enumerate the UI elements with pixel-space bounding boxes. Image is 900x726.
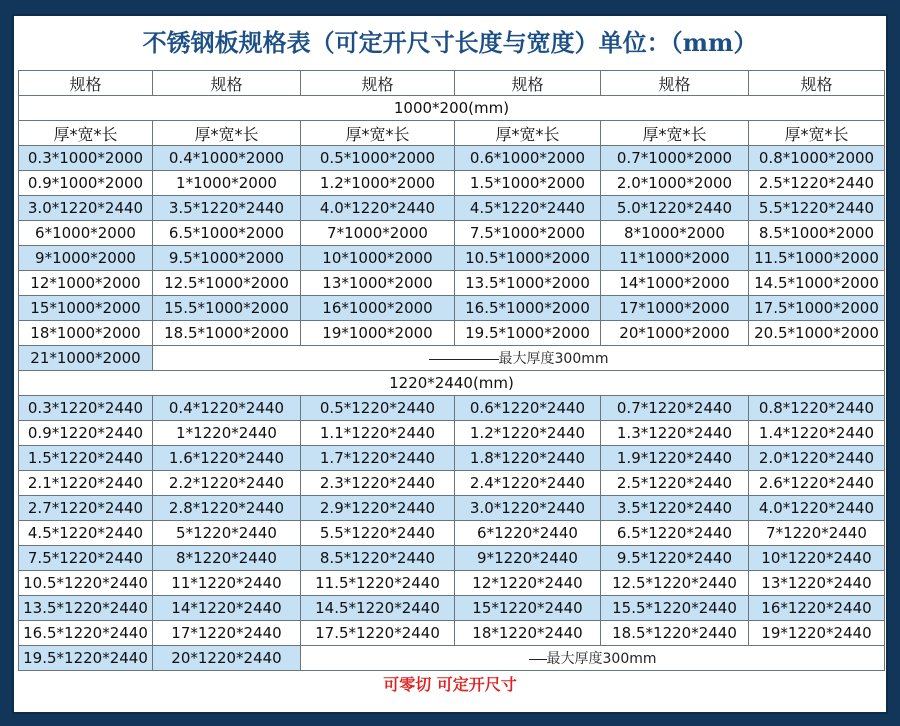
sub-header: 厚*宽*长 — [601, 121, 749, 146]
spec-cell: 6*1000*2000 — [19, 221, 153, 246]
spec-cell: 1.7*1220*2440 — [301, 446, 455, 471]
spec-cell: 4.0*1220*2440 — [749, 496, 885, 521]
spec-cell: 17*1000*2000 — [601, 296, 749, 321]
spec-cell: 17.5*1000*2000 — [749, 296, 885, 321]
spec-cell: 0.5*1220*2440 — [301, 396, 455, 421]
spec-cell: 1.4*1220*2440 — [749, 421, 885, 446]
spec-cell: 12.5*1220*2440 — [601, 571, 749, 596]
table-row — [19, 346, 885, 371]
sub-header: 厚*宽*长 — [455, 121, 601, 146]
spec-cell: 20*1000*2000 — [601, 321, 749, 346]
column-header: 规格 — [455, 71, 601, 96]
spec-cell: 17.5*1220*2440 — [301, 621, 455, 646]
spec-cell: 12.5*1000*2000 — [153, 271, 301, 296]
spec-cell: 19.5*1220*2440 — [19, 646, 153, 671]
note-text: 最大厚度300mm — [546, 651, 657, 667]
spec-cell: 6*1220*2440 — [455, 521, 601, 546]
spec-cell: 15.5*1000*2000 — [153, 296, 301, 321]
spec-cell: 11*1000*2000 — [601, 246, 749, 271]
table-row — [19, 146, 885, 171]
spec-cell: 3.5*1220*2440 — [601, 496, 749, 521]
spec-cell: 0.3*1220*2440 — [19, 396, 153, 421]
spec-cell: 9.5*1220*2440 — [601, 546, 749, 571]
spec-cell: 1.1*1220*2440 — [301, 421, 455, 446]
spec-cell: 20*1220*2440 — [153, 646, 301, 671]
spec-cell: 14*1000*2000 — [601, 271, 749, 296]
spec-cell: 1.3*1220*2440 — [601, 421, 749, 446]
spec-cell: 13.5*1220*2440 — [19, 596, 153, 621]
sub-header: 厚*宽*长 — [19, 121, 153, 146]
table-row — [19, 171, 885, 196]
spec-cell: 18*1220*2440 — [455, 621, 601, 646]
header-row — [19, 71, 885, 96]
spec-cell: 1.2*1000*2000 — [301, 171, 455, 196]
spec-cell: 16.5*1000*2000 — [455, 296, 601, 321]
spec-cell: 2.7*1220*2440 — [19, 496, 153, 521]
spec-cell: 20.5*1000*2000 — [749, 321, 885, 346]
spec-cell: 2.8*1220*2440 — [153, 496, 301, 521]
spec-cell: 2.6*1220*2440 — [749, 471, 885, 496]
table-row — [19, 396, 885, 421]
spec-cell: 9*1000*2000 — [19, 246, 153, 271]
spec-cell: 21*1000*2000 — [19, 346, 153, 371]
table-row — [19, 271, 885, 296]
spec-cell: 4.5*1220*2440 — [455, 196, 601, 221]
table-row — [19, 246, 885, 271]
spec-cell: 7*1220*2440 — [749, 521, 885, 546]
spec-cell: 13.5*1000*2000 — [455, 271, 601, 296]
table-row — [19, 221, 885, 246]
spec-cell: 18*1000*2000 — [19, 321, 153, 346]
spec-cell: 4.0*1220*2440 — [301, 196, 455, 221]
spec-cell: 3.0*1220*2440 — [19, 196, 153, 221]
spec-cell: 7.5*1220*2440 — [19, 546, 153, 571]
spec-cell: 0.8*1000*2000 — [749, 146, 885, 171]
spec-cell: 1.5*1220*2440 — [19, 446, 153, 471]
spec-cell: 0.3*1000*2000 — [19, 146, 153, 171]
spec-cell: 5*1220*2440 — [153, 521, 301, 546]
table-row — [19, 196, 885, 221]
spec-table — [18, 70, 885, 671]
column-header: 规格 — [749, 71, 885, 96]
spec-cell: 0.8*1220*2440 — [749, 396, 885, 421]
spec-cell: 15*1220*2440 — [455, 596, 601, 621]
spec-cell: 2.5*1220*2440 — [749, 171, 885, 196]
spec-cell: 9*1220*2440 — [455, 546, 601, 571]
table-row — [19, 546, 885, 571]
spec-cell: 18.5*1220*2440 — [601, 621, 749, 646]
sub-header-row — [19, 121, 885, 146]
spec-cell: 5.5*1220*2440 — [749, 196, 885, 221]
max-thickness-note — [153, 346, 885, 371]
spec-cell: 0.7*1000*2000 — [601, 146, 749, 171]
spec-cell: 2.0*1220*2440 — [749, 446, 885, 471]
table-row — [19, 446, 885, 471]
column-header: 规格 — [153, 71, 301, 96]
spec-cell: 19*1000*2000 — [301, 321, 455, 346]
spec-cell: 9.5*1000*2000 — [153, 246, 301, 271]
note-dash — [429, 359, 499, 360]
spec-cell: 0.9*1000*2000 — [19, 171, 153, 196]
spec-cell: 10*1000*2000 — [301, 246, 455, 271]
spec-cell: 19*1220*2440 — [749, 621, 885, 646]
sub-header: 厚*宽*长 — [749, 121, 885, 146]
spec-cell: 18.5*1000*2000 — [153, 321, 301, 346]
spec-cell: 6.5*1220*2440 — [601, 521, 749, 546]
spec-cell: 6.5*1000*2000 — [153, 221, 301, 246]
table-row — [19, 321, 885, 346]
spec-cell: 1.5*1000*2000 — [455, 171, 601, 196]
spec-cell: 0.4*1000*2000 — [153, 146, 301, 171]
section-label-row — [19, 371, 885, 396]
spec-cell: 2.5*1220*2440 — [601, 471, 749, 496]
spec-cell: 14.5*1000*2000 — [749, 271, 885, 296]
spec-cell: 16*1220*2440 — [749, 596, 885, 621]
spec-cell: 0.4*1220*2440 — [153, 396, 301, 421]
spec-cell: 0.6*1220*2440 — [455, 396, 601, 421]
spec-cell: 7*1000*2000 — [301, 221, 455, 246]
spec-cell: 0.9*1220*2440 — [19, 421, 153, 446]
section-label: 1220*2440(mm) — [19, 371, 885, 396]
table-row — [19, 521, 885, 546]
note-text: 最大厚度300mm — [498, 351, 609, 367]
sub-header: 厚*宽*长 — [153, 121, 301, 146]
table-row — [19, 571, 885, 596]
column-header: 规格 — [601, 71, 749, 96]
spec-cell: 1*1220*2440 — [153, 421, 301, 446]
spec-cell: 16*1000*2000 — [301, 296, 455, 321]
spec-cell: 8.5*1220*2440 — [301, 546, 455, 571]
footer-note: 可零切 可定开尺寸 — [383, 675, 517, 694]
spec-cell: 11.5*1220*2440 — [301, 571, 455, 596]
spec-cell: 4.5*1220*2440 — [19, 521, 153, 546]
spec-cell: 1*1000*2000 — [153, 171, 301, 196]
spec-cell: 13*1220*2440 — [749, 571, 885, 596]
spec-cell: 10.5*1220*2440 — [19, 571, 153, 596]
spec-cell: 2.9*1220*2440 — [301, 496, 455, 521]
spec-cell: 17*1220*2440 — [153, 621, 301, 646]
column-header: 规格 — [301, 71, 455, 96]
section-label-row — [19, 96, 885, 121]
spec-cell: 10*1220*2440 — [749, 546, 885, 571]
spec-cell: 3.5*1220*2440 — [153, 196, 301, 221]
spec-cell: 0.7*1220*2440 — [601, 396, 749, 421]
spec-cell: 2.3*1220*2440 — [301, 471, 455, 496]
spec-cell: 13*1000*2000 — [301, 271, 455, 296]
spec-cell: 10.5*1000*2000 — [455, 246, 601, 271]
spec-cell: 12*1000*2000 — [19, 271, 153, 296]
spec-cell: 14*1220*2440 — [153, 596, 301, 621]
spec-cell: 8.5*1000*2000 — [749, 221, 885, 246]
spec-cell: 1.9*1220*2440 — [601, 446, 749, 471]
spec-cell: 5.5*1220*2440 — [301, 521, 455, 546]
table-row — [19, 296, 885, 321]
page-title: 不锈钢板规格表（可定开尺寸长度与宽度）单位：（mm） — [142, 28, 758, 57]
spec-cell: 3.0*1220*2440 — [455, 496, 601, 521]
spec-cell: 8*1220*2440 — [153, 546, 301, 571]
spec-sheet — [12, 14, 888, 714]
table-row — [19, 596, 885, 621]
spec-cell: 7.5*1000*2000 — [455, 221, 601, 246]
spec-cell: 12*1220*2440 — [455, 571, 601, 596]
max-thickness-note — [301, 646, 885, 671]
table-row — [19, 471, 885, 496]
spec-cell: 0.6*1000*2000 — [455, 146, 601, 171]
spec-cell: 2.0*1000*2000 — [601, 171, 749, 196]
spec-cell: 15.5*1220*2440 — [601, 596, 749, 621]
sub-header: 厚*宽*长 — [301, 121, 455, 146]
table-row — [19, 621, 885, 646]
spec-cell: 2.4*1220*2440 — [455, 471, 601, 496]
table-row — [19, 421, 885, 446]
note-dash — [529, 659, 547, 660]
column-header: 规格 — [19, 71, 153, 96]
section-label: 1000*200(mm) — [19, 96, 885, 121]
spec-cell: 1.8*1220*2440 — [455, 446, 601, 471]
spec-cell: 5.0*1220*2440 — [601, 196, 749, 221]
spec-cell: 2.2*1220*2440 — [153, 471, 301, 496]
spec-cell: 1.2*1220*2440 — [455, 421, 601, 446]
spec-cell: 14.5*1220*2440 — [301, 596, 455, 621]
spec-cell: 8*1000*2000 — [601, 221, 749, 246]
spec-cell: 16.5*1220*2440 — [19, 621, 153, 646]
spec-cell: 11.5*1000*2000 — [749, 246, 885, 271]
spec-cell: 2.1*1220*2440 — [19, 471, 153, 496]
spec-cell: 1.6*1220*2440 — [153, 446, 301, 471]
spec-cell: 19.5*1000*2000 — [455, 321, 601, 346]
table-row — [19, 496, 885, 521]
spec-cell: 0.5*1000*2000 — [301, 146, 455, 171]
spec-cell: 15*1000*2000 — [19, 296, 153, 321]
table-row — [19, 646, 885, 671]
spec-cell: 11*1220*2440 — [153, 571, 301, 596]
